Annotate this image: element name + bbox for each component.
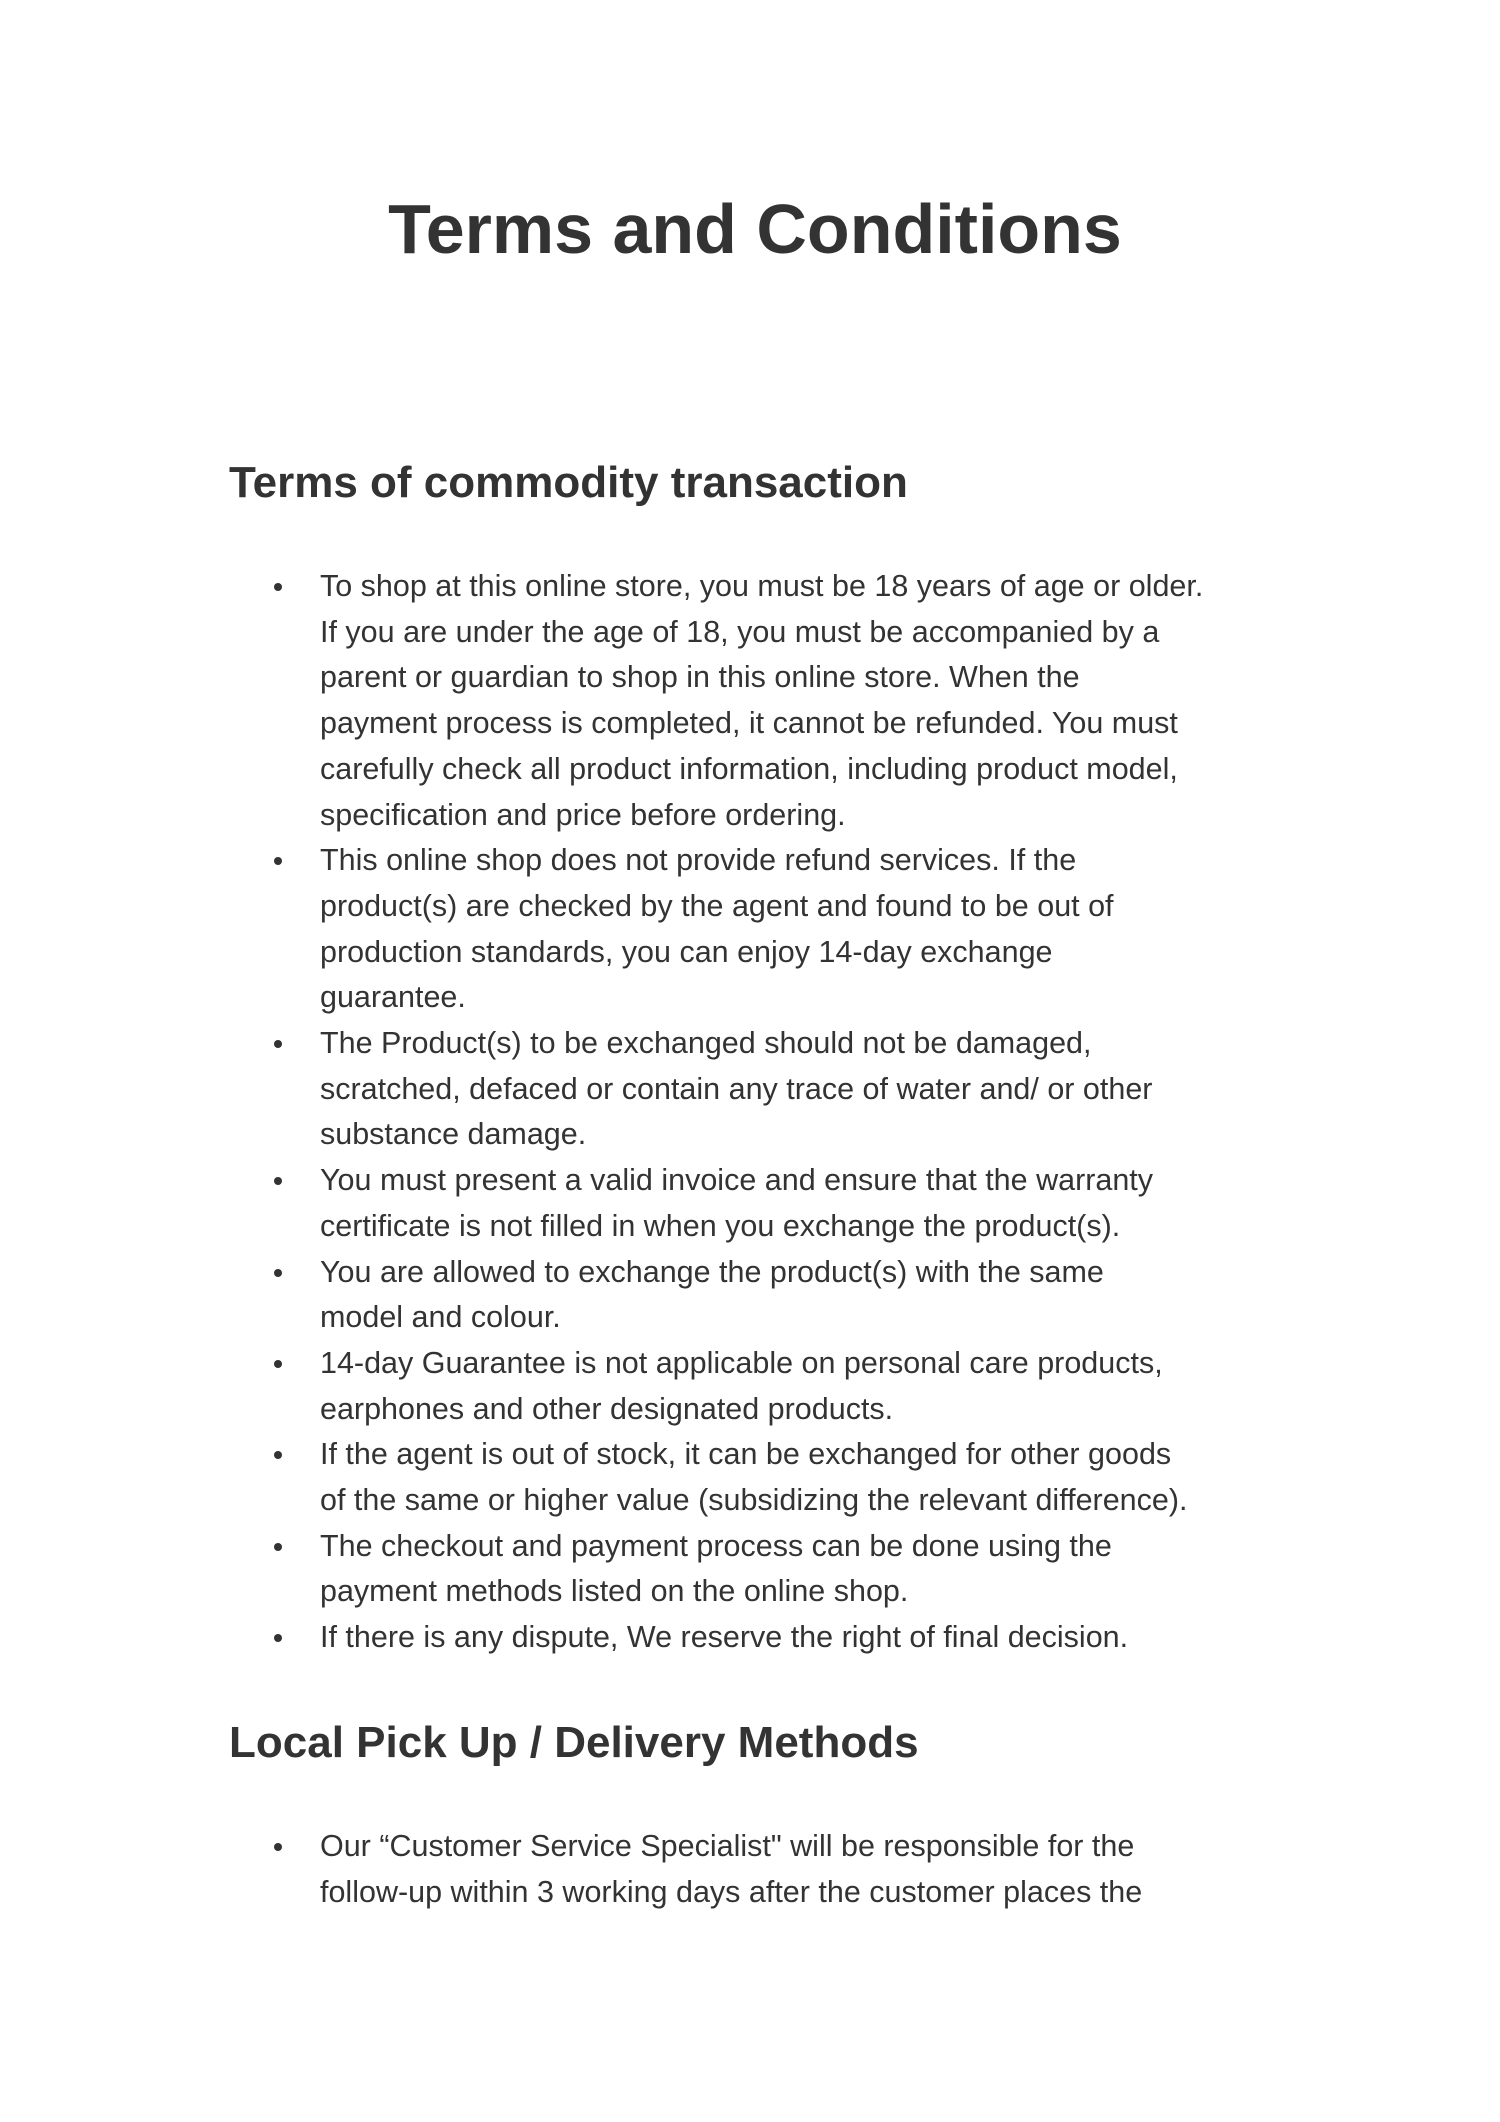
list-item-text-line: To shop at this online store, you must be 18 years of age or older. [320, 569, 1204, 603]
list-item-text-line: If you are under the age of 18, you must be accompanied by a [320, 614, 1160, 649]
list-item-text-line: specification and price before ordering. [320, 797, 846, 832]
bullet-icon [274, 1040, 282, 1048]
list-item [0, 838, 1203, 1021]
delivery-terms-list [0, 1824, 1142, 1915]
list-item-text-line: model and colour. [320, 1300, 561, 1335]
list-item-text-line: Our “Customer Service Specialist" will be responsible for the [320, 1829, 1135, 1863]
list-item-text-line: substance damage. [320, 1117, 587, 1152]
commodity-terms-list [0, 564, 1203, 1661]
list-item-text-line: If the agent is out of stock, it can be exchanged for other goods [320, 1437, 1172, 1472]
bullet-icon [274, 857, 282, 865]
list-item-text-line: production standards, you can enjoy 14-day exchange [320, 934, 1053, 969]
list-item [0, 1158, 1203, 1249]
list-item-text-line: carefully check all product information, including product model, [320, 751, 1178, 786]
list-item [0, 1432, 1203, 1523]
bullet-icon [274, 583, 282, 591]
bullet-icon [274, 1634, 282, 1642]
list-item-text-line: The checkout and payment process can be done using the [320, 1528, 1112, 1563]
list-item [0, 1021, 1203, 1158]
bullet-icon [274, 1269, 282, 1277]
list-item-text-line: scratched, defaced or contain any trace of water and/ or other [320, 1071, 1153, 1106]
section-heading-commodity-transaction: Terms of commodity transaction [229, 458, 908, 507]
list-item-text-line: guarantee. [320, 980, 466, 1015]
list-item-text-line: 14-day Guarantee is not applicable on personal care products, [320, 1345, 1163, 1380]
list-item-text-line: of the same or higher value (subsidizing the relevant difference). [320, 1483, 1188, 1518]
list-item-text-line: certificate is not filled in when you exchange the product(s). [320, 1208, 1121, 1243]
page-title: Terms and Conditions [388, 190, 1122, 268]
list-item-text-line: This online shop does not provide refund services. If the [320, 843, 1077, 878]
list-item-text-line: payment methods listed on the online shop. [320, 1574, 909, 1609]
section-heading-delivery-methods: Local Pick Up / Delivery Methods [229, 1718, 919, 1767]
list-item [0, 1341, 1203, 1432]
list-item-text-line: parent or guardian to shop in this online store. When the [320, 660, 1080, 695]
list-item [0, 1615, 1203, 1661]
list-item-text-line: You must present a valid invoice and ensure that the warranty [320, 1163, 1154, 1198]
bullet-icon [274, 1177, 282, 1185]
list-item-text-line: You are allowed to exchange the product(s) with the same [320, 1254, 1104, 1289]
list-item-text-line: The Product(s) to be exchanged should not be damaged, [320, 1026, 1092, 1061]
list-item [0, 1524, 1203, 1615]
list-item [0, 1824, 1142, 1915]
list-item [0, 564, 1203, 838]
bullet-icon [274, 1451, 282, 1459]
list-item-text-line: earphones and other designated products. [320, 1391, 894, 1426]
list-item [0, 1250, 1203, 1341]
bullet-icon [274, 1843, 282, 1851]
list-item-text-line: payment process is completed, it cannot be refunded. You must [320, 706, 1178, 741]
bullet-icon [274, 1360, 282, 1368]
list-item-text-line: product(s) are checked by the agent and found to be out of [320, 888, 1114, 923]
list-item-text-line: If there is any dispute, We reserve the right of final decision. [320, 1620, 1129, 1655]
list-item-text-line: follow-up within 3 working days after the customer places the [320, 1874, 1143, 1909]
bullet-icon [274, 1543, 282, 1551]
